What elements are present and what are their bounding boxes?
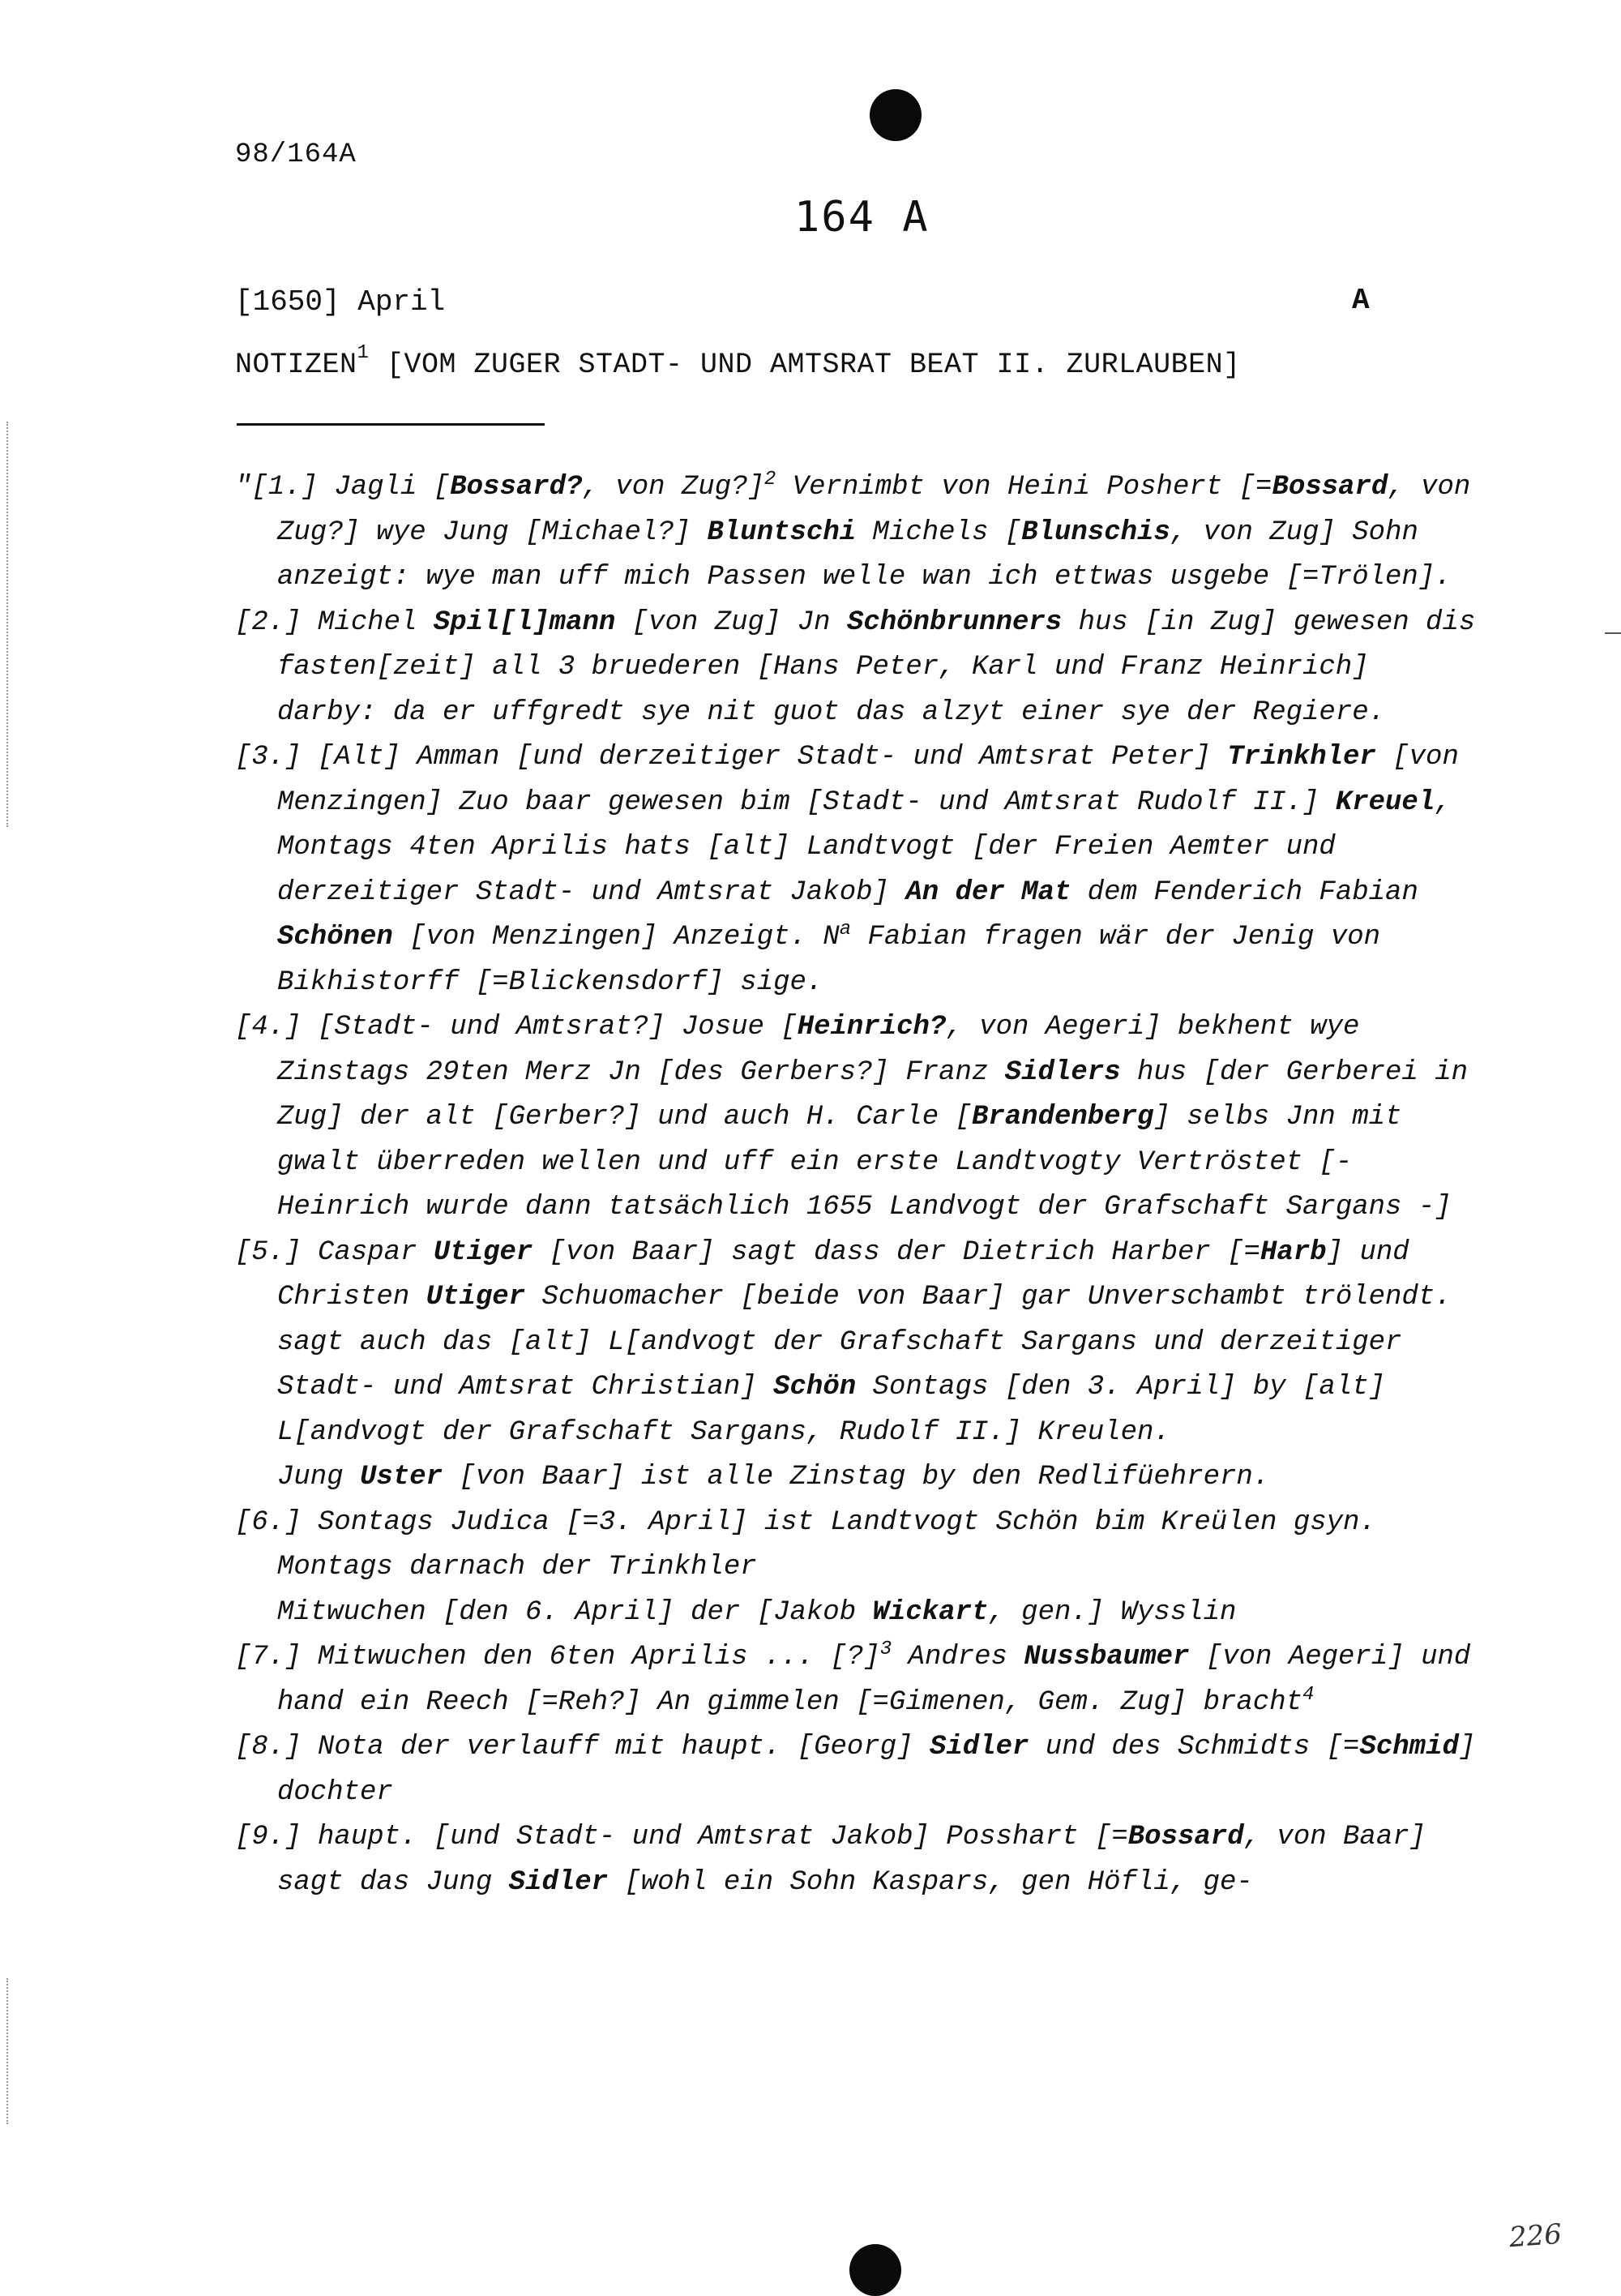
entry-text: [7.] Mitwuchen den 6ten Aprilis ... [?] (235, 1642, 880, 1673)
entry-name-bold: Uster (360, 1462, 443, 1493)
entry-text: Mitwuchen [den 6. April] der [Jakob (277, 1596, 873, 1628)
entry-name-bold: An der Mat (905, 876, 1071, 908)
footnote-marker: 2 (763, 469, 776, 490)
entry-text: , Montags 4ten Aprilis hats [alt] Landtvogt [der Freien Aemter und derzeitiger Stadt- und Amtsrat Jakob] (277, 786, 1452, 908)
footnote-marker: 4 (1302, 1683, 1315, 1706)
entry-text: ] und Christen (277, 1236, 1409, 1313)
entry-text: [4.] [Stadt- und Amtsrat?] Josue [ (235, 1012, 798, 1043)
entry-text: Michels [ (856, 516, 1022, 548)
entry-text: Fabian fragen wär der Jenig von Bikhistorff [=Blickensdorf] sige. (277, 922, 1381, 998)
punch-hole-top (870, 89, 922, 141)
entry-name-bold: Bossard? (450, 472, 583, 503)
entry-name-bold: Wickart (872, 1596, 989, 1628)
heading-footnote-marker: 1 (357, 342, 370, 364)
entry-name-bold: Harb (1260, 1236, 1327, 1268)
entry-text: Jung (277, 1462, 361, 1493)
entry-name-bold: Kreuel (1335, 786, 1435, 818)
entry-paragraph (235, 1815, 1483, 1905)
entry-text: hus [in Zug] gewesen dis fasten[zeit] all 3 bruederen [Hans Peter, Karl und Franz Heinrich] darby: da er uffgredt sye nit guot das alzyt einer sye der Regiere. (277, 606, 1476, 728)
entry-name-bold: Trinkhler (1227, 742, 1376, 773)
footnote-marker: 3 (879, 1638, 892, 1660)
entry-name-bold: Schön (773, 1372, 857, 1403)
entry-text: [von Aegeri] und hand ein Reech [=Reh?] An gimmelen [=Gimenen, Gem. Zug] bracht (277, 1642, 1471, 1718)
entry-paragraph (235, 1635, 1483, 1725)
entry-paragraph (235, 1591, 1483, 1636)
entry-name-bold: Spil[l]mann (433, 606, 616, 638)
entry-text: [5.] Caspar (235, 1236, 434, 1268)
entry-name-bold: Utiger (426, 1282, 526, 1313)
entry-text: [von Zug] Jn (615, 606, 847, 638)
entry-text: dem Fenderich Fabian (1071, 876, 1418, 908)
entry-name-bold: Bossard (1272, 472, 1388, 503)
footnote-marker: a (839, 919, 852, 940)
margin-marks (6, 422, 16, 827)
entry-text: [8.] Nota der verlauff mit haupt. [Georg] (235, 1732, 930, 1763)
entry-text: und des Schmidts [= (1029, 1732, 1360, 1763)
entry-text: ] selbs Jnn mit gwalt überreden wellen und uff ein erste Landtvogty Vertröstet [- Heinrich wurde dann tatsächlich 1655 Landvogt der Grafschaft Sargans -] (277, 1102, 1452, 1223)
entry-paragraph (235, 1501, 1483, 1591)
entry-name-bold: Sidler (929, 1732, 1029, 1763)
punch-hole-bottom (849, 2244, 901, 2296)
entry-text: , von Baar] sagt das Jung (277, 1822, 1426, 1898)
entry-name-bold: Heinrich? (797, 1012, 947, 1043)
entry-text: [2.] Michel (235, 606, 434, 638)
entry-text: [wohl ein Sohn Kaspars, gen Höfli, ge- (608, 1866, 1253, 1898)
entry-text: ] dochter (277, 1732, 1476, 1808)
entry-text: "[1.] Jagli [ (235, 472, 451, 503)
right-margin-tick (1605, 632, 1621, 634)
entry-paragraph (235, 1725, 1483, 1815)
heading-suffix: [VOM ZUGER STADT- UND AMTSRAT BEAT II. ZURLAUBEN] (369, 349, 1241, 381)
margin-marks-lower (6, 1978, 16, 2124)
entry-text: Sontags [den 3. April] by [alt] L[andvogt der Grafschaft Sargans, Rudolf II.] Kreulen. (277, 1372, 1386, 1448)
heading-prefix: NOTIZEN (235, 349, 357, 381)
entry-text: , von Zug?] (582, 472, 764, 503)
entry-paragraph (235, 1231, 1483, 1456)
entry-paragraph (235, 1455, 1483, 1501)
entry-text: Andres (892, 1642, 1024, 1673)
entry-text: [von Menzingen] Zuo baar gewesen bim [Stadt- und Amtsrat Rudolf II.] (277, 742, 1459, 818)
entry-name-bold: Schmid (1359, 1732, 1459, 1763)
entry-text: [von Menzingen] Anzeigt. N (392, 922, 840, 953)
entry-text: [von Baar] ist alle Zinstag by den Redlifüehrern. (443, 1462, 1270, 1493)
heading-rule (237, 423, 545, 426)
entry-text: [9.] haupt. [und Stadt- und Amtsrat Jakob] Posshart [= (235, 1822, 1128, 1853)
entry-text: , von Zug] Sohn anzeigt: wye man uff mich Passen welle wan ich ettwas usgebe [=Trölen]. (277, 516, 1452, 593)
entry-paragraph (235, 735, 1483, 1005)
entry-name-bold: Bluntschi (707, 516, 857, 548)
entry-text: Vernimbt von Heini Poshert [= (776, 472, 1272, 503)
entry-paragraph (235, 601, 1483, 736)
entry-name-bold: Nussbaumer (1024, 1642, 1190, 1673)
entry-text: hus [der Gerberei in Zug] der alt [Gerber?] und auch H. Carle [ (277, 1056, 1469, 1133)
entry-name-bold: Blunschis (1021, 516, 1170, 548)
section-letter: A (1352, 284, 1370, 317)
document-reference: 98/164A (235, 139, 357, 170)
entry-paragraph (235, 465, 1483, 601)
entry-text: , von Zug?] wye Jung [Michael?] (277, 472, 1471, 548)
document-date: [1650] April (235, 285, 446, 319)
entry-name-bold: Schönbrunners (846, 606, 1063, 638)
document-number: 164 A (794, 193, 930, 242)
entry-name-bold: Bossard (1127, 1822, 1244, 1853)
entry-text: , von Aegeri] bekhent wye Zinstags 29ten Merz Jn [des Gerbers?] Franz (277, 1012, 1360, 1088)
entry-name-bold: Schönen (277, 922, 393, 953)
entry-text: [von Baar] sagt dass der Dietrich Harber [= (532, 1236, 1261, 1268)
entry-paragraph (235, 1005, 1483, 1231)
entry-name-bold: Sidlers (1004, 1056, 1121, 1088)
entry-name-bold: Utiger (433, 1236, 533, 1268)
entry-text: Schuomacher [beide von Baar] gar Unverschambt trölendt. sagt auch das [alt] L[andvogt der Grafschaft Sargans und derzeitiger Stadt- und Amtsrat Christian] (277, 1282, 1452, 1403)
entry-text: [6.] Sontags Judica [=3. April] ist Landtvogt Schön bim Kreülen gsyn. Montags darnach der Trinkhler (235, 1506, 1376, 1583)
entry-name-bold: Brandenberg (971, 1102, 1154, 1133)
entry-name-bold: Sidler (508, 1866, 609, 1898)
entry-text: , gen.] Wysslin (988, 1596, 1237, 1628)
entries-list (235, 465, 1483, 1905)
page-number: 226 (1508, 2217, 1563, 2255)
entry-text: [3.] [Alt] Amman [und derzeitiger Stadt- und Amtsrat Peter] (235, 742, 1228, 773)
document-heading (235, 342, 1241, 381)
